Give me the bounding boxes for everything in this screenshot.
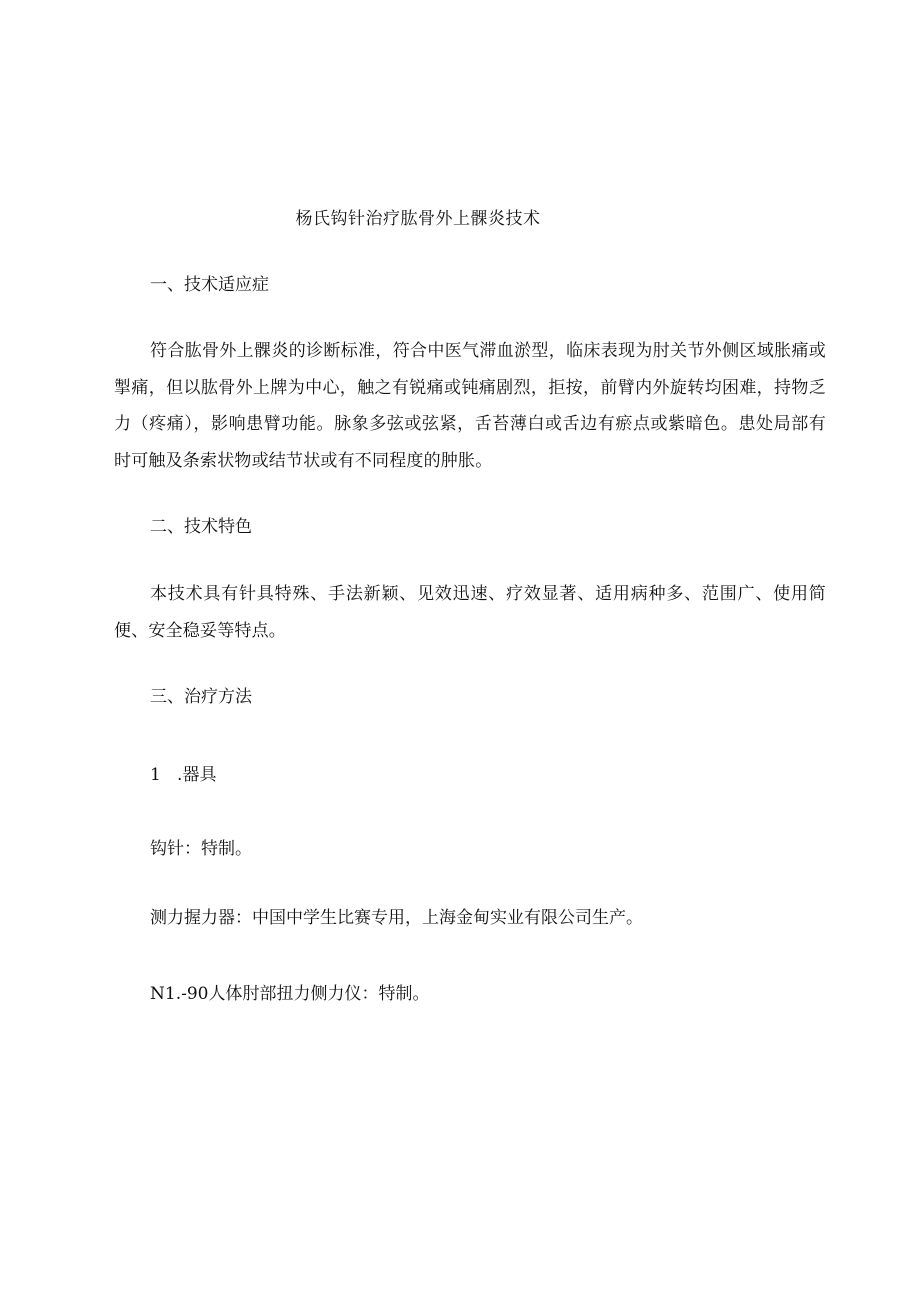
section-heading-features: 二、技术特色 [150,517,252,537]
list-item-hook-needle: 钩针：特制。 [150,839,252,859]
torque-meter-text: 人体肘部扭力侧力仪：特制。 [208,984,430,1004]
subheading-text: .器具 [177,765,217,785]
paragraph-features: 本技术具有针具特殊、手法新颖、见效迅速、疗效显著、适用病种多、范围广、使用简便、安全稳妥等特点。 [114,584,826,641]
section-heading-indications: 一、技术适应症 [150,275,269,295]
list-item-grip-dynamometer: 测力握力器：中国中学生比赛专用，上海金甸实业有限公司生产。 [150,908,643,928]
section-heading-method: 三、治疗方法 [150,687,252,707]
subheading-number: 1 [150,765,161,785]
paragraph-indications: 符合肱骨外上髁炎的诊断标准，符合中医气滞血淤型，临床表现为肘关节外侧区域胀痛或掣痛，但以肱骨外上牌为中心，触之有锐痛或钝痛剧烈，拒按，前臂内外旋转均困难，持物乏力（疼痛），影响患臂功能。脉象多弦或弦紧，舌苔薄白或舌边有瘀点或紫暗色。患处局部有时可触及条索状物或结节状或有不同程度的肿胀。 [114,341,826,471]
torque-meter-model: N1.-90 [150,984,209,1004]
document-title: 杨氏钩针治疗肱骨外上髁炎技术 [295,209,541,229]
list-item-torque-meter [150,982,429,1006]
subheading-instruments [150,763,216,787]
